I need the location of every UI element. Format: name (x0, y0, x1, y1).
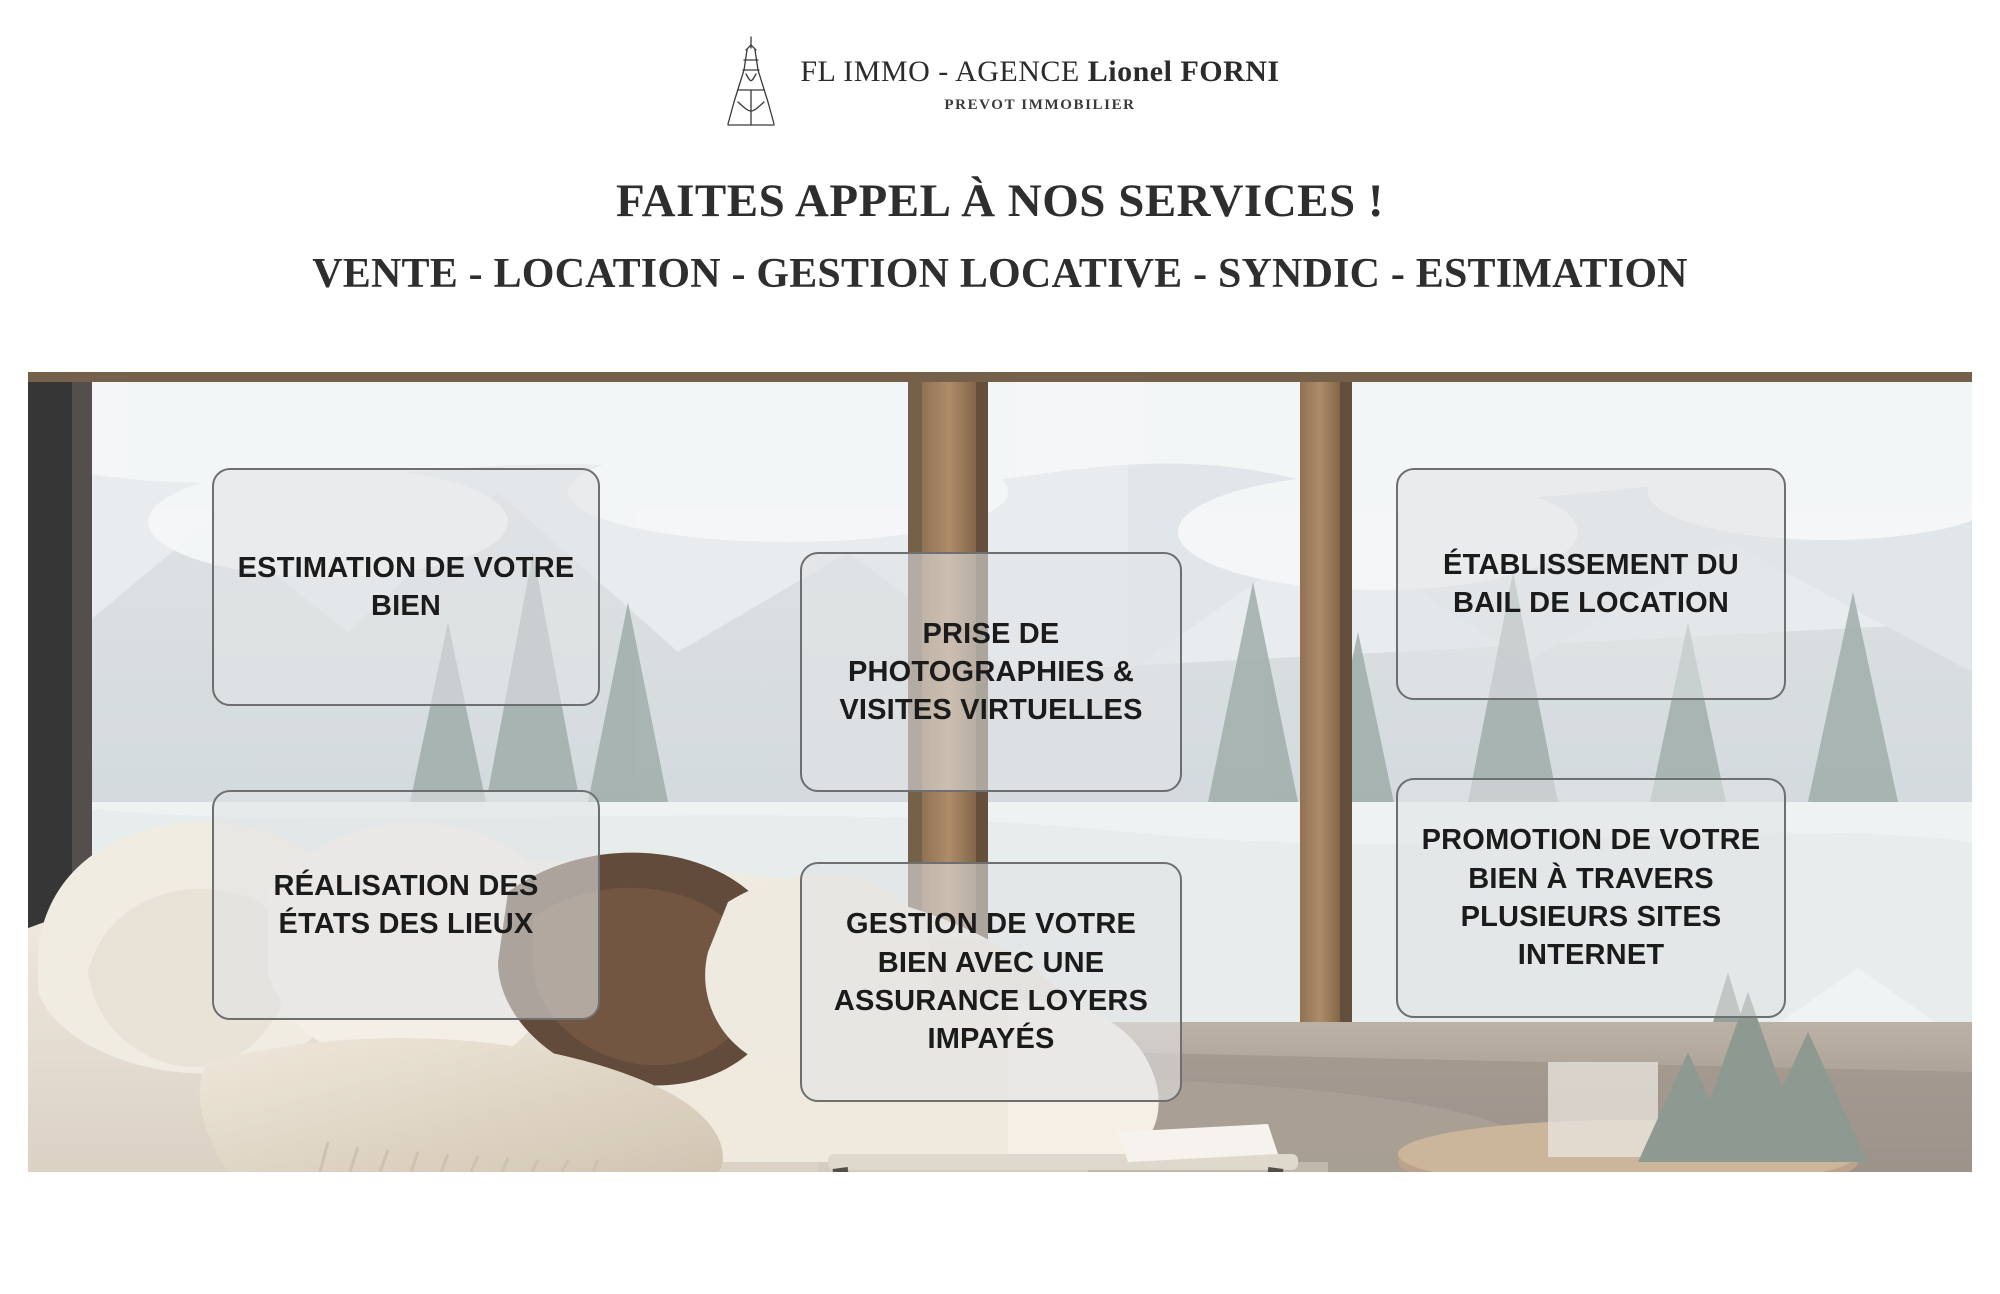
brand-suffix: Lionel FORNI (1087, 54, 1280, 88)
service-card-gestion[interactable] (800, 862, 1182, 1102)
service-card-label: RÉALISATION DES ÉTATS DES LIEUX (273, 869, 539, 940)
brand-prefix: FL IMMO - AGENCE (800, 54, 1088, 88)
sub-brand: PREVOT IMMOBILIER (944, 96, 1136, 113)
service-card-label: PROMOTION DE VOTRE BIEN À TRAVERS PLUSIEURS SITES INTERNET (1421, 824, 1761, 972)
logo-text-block (800, 55, 1279, 114)
service-card-photographies[interactable] (800, 552, 1182, 792)
service-card-label: PRISE DE PHOTOGRAPHIES & VISITES VIRTUELLES (839, 617, 1143, 727)
service-card-label: ESTIMATION DE VOTRE BIEN (237, 551, 575, 622)
brand-name (800, 55, 1279, 89)
page-header (0, 0, 2000, 130)
service-card-label: GESTION DE VOTRE BIEN AVEC UNE ASSURANCE LOYERS IMPAYÉS (833, 908, 1149, 1056)
service-card-bail[interactable] (1396, 468, 1786, 700)
logo (720, 34, 1279, 130)
service-card-estimation[interactable] (212, 468, 600, 706)
service-card-label: ÉTABLISSEMENT DU BAIL DE LOCATION (1443, 548, 1739, 619)
eiffel-tower-icon (720, 34, 782, 130)
page-subtitle: VENTE - LOCATION - GESTION LOCATIVE - SYNDIC - ESTIMATION (312, 251, 1688, 297)
service-card-promotion[interactable] (1396, 778, 1786, 1018)
page-title: FAITES APPEL À NOS SERVICES ! (615, 175, 1385, 227)
service-card-etats-des-lieux[interactable] (212, 790, 600, 1020)
